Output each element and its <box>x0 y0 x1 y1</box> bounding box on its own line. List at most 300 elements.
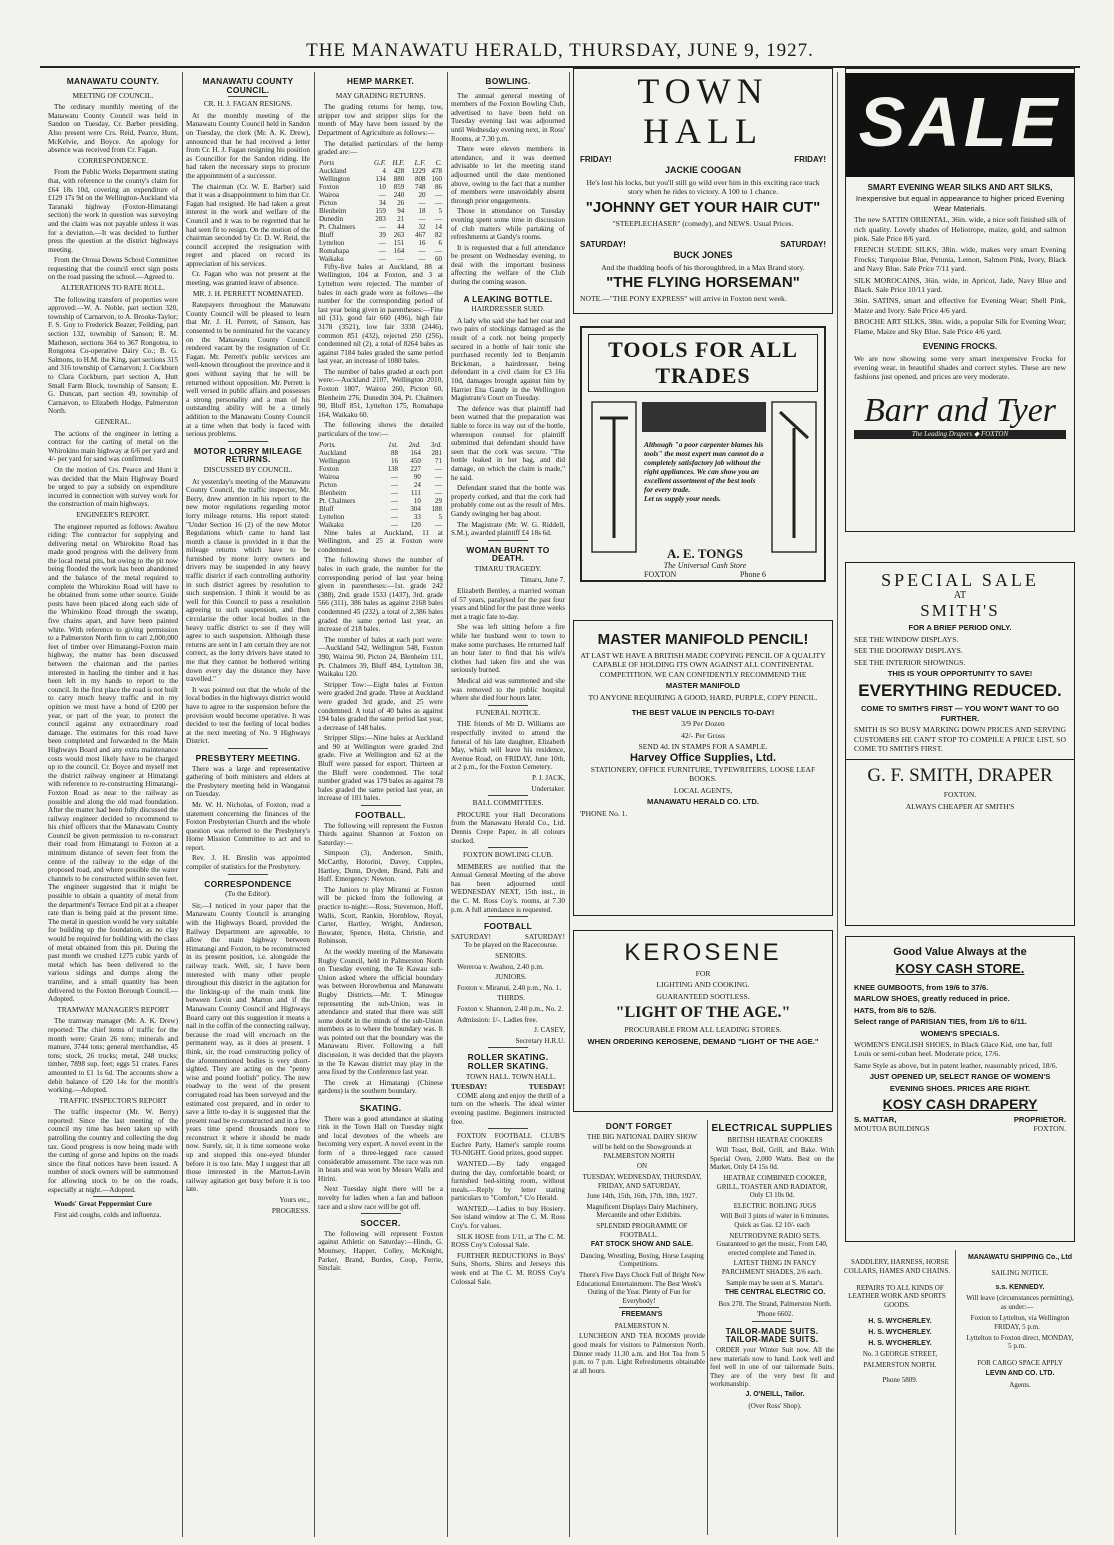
ad-line: SEE THE DOORWAY DISPLAYS. <box>854 646 963 656</box>
subheadline: CORRESPONDENCE. <box>77 155 149 165</box>
article-paragraph: Defendant stated that the bottle was properly corked, and that the cork had probably come out as the result of Mrs. Gandy swinging her bag about. <box>451 484 565 518</box>
ad-line: 'PHONE No. 1. <box>580 808 628 818</box>
table-cell: 283 <box>375 214 386 223</box>
column-rule <box>955 1250 956 1535</box>
proprietor-label: PROPRIETOR. <box>1013 1115 1066 1125</box>
table-cell: Bluff <box>319 230 334 239</box>
merchant-sub: The Universal Cash Store <box>663 561 747 570</box>
ad-line: COME TO SMITH'S FIRST — YOU WON'T WANT TO GO FURTHER. <box>860 704 1060 723</box>
tow-table <box>318 441 443 529</box>
table-cell: — <box>391 496 399 505</box>
ad-line: PROCURABLE FROM ALL LEADING STORES. <box>624 1025 782 1035</box>
table-cell: 14 <box>435 222 442 231</box>
article-paragraph: The number of bales at each port were:—Auckland 542, Wellington 548, Foxton 390, Wairoa 90, Picton 24, Blenheim 111, Pt. Chalmers 39, Bluff 484, Lyttelton 38, Waikaku 120. <box>318 635 443 679</box>
table-cell: — <box>435 198 442 207</box>
article-paragraph: Nine bales at Auckland, 11 at Wellington, and 25 at Foxton were condemned. <box>318 528 443 554</box>
table-cell: 859 <box>393 182 405 191</box>
article-paragraph: The grading returns for hemp, tow, stripper tow and stripper slips for the month of May have been issued by the Department of Agriculture as follows:— <box>318 103 443 137</box>
table-cell: 111 <box>410 488 421 497</box>
table-cell: — <box>435 464 442 473</box>
column-rule <box>707 1120 708 1535</box>
table-header-cell: L.F. <box>414 158 426 167</box>
table-cell: 227 <box>410 464 421 473</box>
article-paragraph: There was a large and representative gathering of both ministers and elders at the Presbytery meeting held in Wanganui on Tuesday. <box>186 764 310 799</box>
ad-line: THIS IS YOUR OPPORTUNITY TO SAVE! <box>887 669 1033 679</box>
table-cell: Blenheim <box>319 206 347 215</box>
day-label: SATURDAY! <box>780 240 826 250</box>
table-cell: 32 <box>418 222 426 231</box>
table-cell: Auckland <box>319 448 347 457</box>
day-label: TUESDAY! <box>528 1083 565 1092</box>
article-paragraph: It is requested that a full attendance be present on Wednesday evening, to deal with the important business affecting the welfare of the Club during the coming season. <box>451 243 565 287</box>
table-row <box>318 489 443 497</box>
ad-line: Dancing, Wrestling, Boxing, Horse Leaping Competitions. <box>580 1251 704 1269</box>
table-row <box>318 183 443 191</box>
merchant-name: H. S. WYCHERLEY. <box>868 1317 932 1325</box>
merchant-name: H. S. WYCHERLEY. <box>868 1339 932 1347</box>
headline: ROLLER SKATING. ROLLER SKATING. <box>467 1052 549 1071</box>
table-header-cell: H.F. <box>392 158 405 167</box>
table-cell: Lyttelton <box>319 238 345 247</box>
article-paragraph: Simpson (3), Anderson, Smith, McCarthy, Hotorini, Davey, Cupples, Hartley, Dunn, Dryden, Brand, Pahi and Huff. Emergency: Newton. <box>318 849 443 884</box>
table-cell: — <box>418 254 426 263</box>
table-cell: — <box>418 214 426 223</box>
table-header-cell: 1st. <box>388 440 399 449</box>
table-header-cell: Ports. <box>319 440 336 449</box>
table-row <box>318 255 443 263</box>
subheadline: HAIRDRESSER SUED. <box>471 304 545 314</box>
ad-line: LATEST THING IN FANCY PARCHMENT SHADES, 2/6 each. <box>721 1259 823 1276</box>
table-cell: 26 <box>397 198 405 207</box>
table-cell: 151 <box>393 238 405 247</box>
ad-title: SPECIAL SALE <box>881 570 1039 590</box>
table-cell: — <box>418 246 426 255</box>
ad-line: SADDLERY, HARNESS, HORSE COLLARS, HAMES AND CHAINS. <box>844 1258 950 1275</box>
table-cell: — <box>378 246 386 255</box>
ad-line: THE BEST VALUE IN PENCILS TO-DAY! <box>631 708 775 718</box>
notice-line: SENIORS. <box>495 952 527 961</box>
article-paragraph: Mr. W. H. Nicholas, of Foxton, read a statement concerning the finances of the Foxton Presbyterian Church and the whole question was referred to the Presbytery's Home Mission Committee to act and to report. <box>186 800 310 852</box>
subheadline: TIMARU TRAGEDY. <box>474 563 542 573</box>
table-cell: 94 <box>397 206 405 215</box>
headline: SKATING. <box>359 1103 402 1114</box>
ad-slogan: EVERYTHING REDUCED. <box>858 681 1062 701</box>
ad-heading: MANAWATU SHIPPING Co., Ltd <box>967 1254 1073 1261</box>
table-cell: 86 <box>435 182 442 191</box>
day-label: FRIDAY! <box>794 155 826 164</box>
ad-line: 36in. SATINS, smart and effective for Evening Wear; Shell Pink, Maize and Ivory. Sale Price 4/6 yard. <box>854 296 1066 315</box>
column-3 <box>318 72 443 1537</box>
tools-merchant <box>644 546 766 580</box>
signature: Yours etc., <box>279 1196 310 1205</box>
ad-title: SMITH'S <box>920 601 1000 621</box>
ad-line: WOMEN'S ENGLISH SHOES, in Black Glace Kid, one bar, full Louis or semi-cuban heel. Moderate price, 17/6. <box>854 1040 1053 1059</box>
star-name: BUCK JONES <box>673 250 733 261</box>
table-cell: — <box>378 254 386 263</box>
ad-heading: ELECTRICAL SUPPLIES <box>711 1123 833 1134</box>
ad-heading: DON'T FORGET <box>605 1121 673 1131</box>
ad-line: TO ANYONE REQUIRING A GOOD, HARD, PURPLE, COPY PENCIL. <box>588 692 818 702</box>
merchant-name: H. S. WYCHERLEY. <box>868 1328 932 1336</box>
notice-paragraph: FURTHER REDUCTIONS in Boys' Suits, Shorts, Shirts and Jerseys this week end at The C. M. ROSS Coy's Colossal Sale. <box>451 1251 565 1286</box>
ad-line: SEE THE WINDOW DISPLAYS. <box>854 634 959 644</box>
ad-line: FOR <box>695 969 711 978</box>
company-name: Harvey Office Supplies, Ltd. <box>629 751 777 764</box>
notice-line: JUNIORS. <box>495 973 527 982</box>
table-cell: 16 <box>418 238 426 247</box>
article-paragraph: Elizabeth Bentley, a married woman of 57 years, paralysed for the past four years and blind for the past three weeks met a tragic fate to-day. <box>451 587 565 621</box>
star-name: JACKIE COOGAN <box>664 165 741 176</box>
ad-line: No. 3 GEORGE STREET, <box>862 1350 938 1359</box>
ad-line: TUESDAY, WEDNESDAY, THURSDAY, FRIDAY, AND SATURDAY, <box>582 1172 702 1190</box>
ad-line: Woods' Great Peppermint Cure <box>54 1200 152 1209</box>
table-cell: 134 <box>375 174 386 183</box>
headline: MANAWATU COUNTY. <box>66 76 160 86</box>
ad-line: PALMERSTON N. <box>614 1321 670 1330</box>
subheadline: ALTERATIONS TO RATE ROLL. <box>60 283 166 293</box>
ad-line: Phone 5809. <box>882 1375 918 1384</box>
headline: WOMAN BURNT TO DEATH. <box>466 544 550 564</box>
table-cell: 4 <box>382 166 386 175</box>
table-cell: 880 <box>393 174 405 183</box>
notice-line: Foxton v. Shannon, 2.40 p.m., No. 2. <box>457 1005 564 1013</box>
table-cell: — <box>378 238 386 247</box>
sale-banner: SALE <box>846 73 1074 177</box>
table-cell: — <box>397 254 405 263</box>
table-cell: 16 <box>391 456 399 465</box>
table-cell: 60 <box>435 254 442 263</box>
subheadline: GENERAL. <box>94 416 132 426</box>
ad-line: There's Five Days Chock Full of Bright New Educational Entertainment. The Best Week's Outing of the Year. Plenty of Fun for Everybody! <box>576 1270 705 1305</box>
signature: Undertaker. <box>531 784 565 793</box>
table-cell: 467 <box>414 230 426 239</box>
ad-line: REPAIRS TO ALL KINDS OF LEATHER WORK AND SPORTS GOODS. <box>848 1283 946 1310</box>
headline: SOCCER. <box>360 1218 401 1229</box>
table-cell: 82 <box>435 230 442 239</box>
day-label: SATURDAY! <box>451 932 492 941</box>
merchant-name: A. E. TONGS <box>666 546 744 561</box>
table-cell: 263 <box>393 230 405 239</box>
table-cell: Wairoa <box>319 190 340 199</box>
table-cell: 20 <box>418 190 426 199</box>
ad-line: ON <box>636 1162 648 1171</box>
tools-illustration <box>588 398 818 582</box>
ad-line: ELECTRIC BOILING JUGS <box>733 1201 817 1210</box>
column-rule <box>569 72 570 1537</box>
ad-title: Good Value Always at the <box>893 946 1027 958</box>
ad-line: LOCAL AGENTS, <box>673 785 733 795</box>
article-paragraph: Rev. J. H. Breslin was appointed compiler of statistics for the Presbytery. <box>186 854 310 872</box>
article-paragraph: From the Oroua Downs School Committee requesting that the council erect sign posts on the road passing the school.—Agreed to. <box>48 256 178 282</box>
table-cell: Foxton <box>319 182 339 191</box>
ship-name: s.s. KENNEDY. <box>995 1283 1045 1291</box>
sale-ad <box>845 68 1075 532</box>
ad-line: SAILING NOTICE. <box>991 1268 1049 1277</box>
table-header-cell: G.F. <box>373 158 386 167</box>
table-cell: 304 <box>410 504 421 513</box>
table-cell: Waikaku <box>319 520 344 529</box>
ad-line: LIGHTING AND COOKING. <box>656 980 750 990</box>
ad-line: We are now showing some very smart inexpensive Frocks for evening wear, in beautiful shades and correct styles. These are new fashions just opened, and prices are very moderate. <box>854 353 1066 382</box>
table-cell: — <box>435 246 442 255</box>
ad-line: FREEMAN'S <box>621 1311 663 1319</box>
table-cell: Foxton <box>319 464 339 473</box>
table-row <box>318 521 443 529</box>
ad-line: Select range of PARISIAN TIES, from 1/6 to 6/11. <box>854 1017 1027 1027</box>
article-paragraph: The tramway manager (Mr. A. K. Drew) reported: The chief items of traffic for the month were: Grain 26 tons; minerals and manure, 3744 tons; general merchandise, 45 tons; stock, 26 trucks; metal, 248 trucks; timber, 7898 sup. feet; eggs 51 crates. Fares amounted to £1 1s 6d. The accounts show a debit balance of £20 14s for the month's working.—Adopted. <box>48 1017 178 1095</box>
barr-tyer-logo: Barr and Tyer <box>863 391 1057 429</box>
table-cell: Dunedin <box>319 214 344 223</box>
table-cell: Picton <box>319 198 337 207</box>
merchant-name: KOSY CASH DRAPERY <box>882 1096 1038 1113</box>
dairy-show-ad <box>573 1120 705 1535</box>
address: MOUTOA BUILDINGS <box>854 1124 930 1134</box>
ad-line: LUNCHEON AND TEA ROOMS provide good meals for visitors to Palmerston North. Dinner ready 11.30 a.m. and Hot Tea from 5 p.m. to 7 p.m. Light Refreshments obtainable at all hours. <box>573 1332 705 1375</box>
notice-line: To be played on the Racecourse. <box>464 941 558 950</box>
table-cell: 450 <box>410 456 421 465</box>
ad-line: Will leave (circumstances permitting), as under:— <box>966 1294 1074 1312</box>
dateline: Timaru, June 7. <box>520 576 565 585</box>
article-paragraph: She was left sitting before a fire while her husband went to town to make some purchases. He returned half an hour later to find that his wife's clothes had taken fire and she was seriously burned. <box>451 623 565 675</box>
notice-paragraph: FOXTON FOOTBALL CLUB'S Euchre Party, Hamer's sample rooms TO-NIGHT. Good prizes, good supper. <box>451 1132 565 1158</box>
table-cell: 44 <box>397 222 405 231</box>
article-paragraph: The following shows the number of bales in each grade, the number for the corresponding period of last year being given in parentheses:—1st. grade 242 (388), 2nd. grade 1533 (1437), 3rd. grade 566 (311), 386 bales as against 2168 bales condemned 45 (232), a total of 2,386 bales graded the same period last year, an increase of 218 bales. <box>318 556 443 634</box>
table-row <box>318 215 443 223</box>
ad-line: June 14th, 15th, 16th, 17th, 18th, 1927. <box>586 1192 698 1201</box>
ad-line: WHEN ORDERING KEROSENE, DEMAND "LIGHT OF THE AGE." <box>587 1036 819 1046</box>
article-paragraph: The number of bales graded at each port were:—Auckland 2107, Wellington 2010, Foxton 1807, Wairoa 260, Picton 60, Blenheim 276, Dunedin 304, Pt. Chalmers 90, Bluff 851, Lyttelton 175, Romahapa 164, Waikaku 60. <box>318 367 443 419</box>
article-paragraph: It was pointed out that the whole of the local bodies in the highways district would have to agree to the suspension before the provision would become operative. It was decided to test the feeling of local bodies at the next meeting of No. 9 Highways District. <box>186 685 310 746</box>
ad-line: FAT STOCK SHOW AND SALE. <box>590 1241 694 1249</box>
table-row <box>318 505 443 513</box>
ad-heading: EVENING FROCKS. <box>922 342 998 352</box>
ad-title: TOWN HALL <box>637 71 769 151</box>
ad-line: MARLOW SHOES, greatly reduced in price. <box>854 994 1010 1004</box>
table-cell: Bluff <box>319 504 334 513</box>
subheadline: MR. J. H. PERRETT NOMINATED. <box>192 288 304 298</box>
ad-line: BRITISH HEATRAE COOKERS <box>727 1135 823 1144</box>
subheadline: FUNERAL NOTICE. <box>475 707 541 717</box>
ad-line: SPLENDID PROGRAMME OF FOOTBALL. <box>596 1221 688 1239</box>
article-paragraph: The defence was that plaintiff had been warned that the preparation was liable to force its way out of the bottle, whereupon counsel for plaintiff submitted that defendant should have seen that the cork was secure. "The bottle leaked in her bag, and did damage, on which the claim is made," he said. <box>451 404 565 482</box>
article-paragraph: The Juniors to play Miranui at Foxton will be picked from the following at practice to-night:—Ross, Stevenson, Hoff, Walls, Scott, Rankin, Hornblow, Royal, Carter, Hartley, Wright, Anderson, Bowater, Spence, Heita, Christie, and Robinson. <box>318 885 443 946</box>
table-cell: — <box>391 504 399 513</box>
table-cell: — <box>378 222 386 231</box>
table-cell: 5 <box>438 206 442 215</box>
signature: P. J. JACK, <box>532 773 565 782</box>
subheadline: TRAFFIC INSPECTOR'S REPORT <box>59 1095 167 1105</box>
table-cell: 428 <box>393 166 405 175</box>
article-paragraph: The Magistrate (Mr. W. G. Riddell, S.M.), awarded plaintiff £4 18s 6d. <box>451 520 565 538</box>
table-cell: 29 <box>435 496 442 505</box>
ad-line: FRENCH SUEDE SILKS, 38in. wide, makes very smart Evening Frocks; Turquoise Blue, Petunia, Lemon, Salmon Pink, Ivory, Black and Navy Blue. Sale Price 7/11 yard. <box>854 245 1066 274</box>
ad-line: (Over Ross' Shop). <box>748 1401 802 1410</box>
article-paragraph: The following will represent the Foxton Thirds against Shannon at Foxton on Saturday:— <box>318 821 443 847</box>
table-cell: Picton <box>319 480 337 489</box>
price-line: 3/9 Per Dozen <box>681 719 725 729</box>
ad-line: SEND 4d. IN STAMPS FOR A SAMPLE. <box>638 742 768 752</box>
notice-paragraph: SILK HOSE from 1/11, at The C. M. ROSS Coy's Colossal Sale. <box>451 1232 565 1250</box>
ad-line: MANAWATU HERALD CO. LTD. <box>647 797 759 807</box>
table-cell: — <box>391 520 399 529</box>
ad-line: Inexpensive but equal in appearance to higher priced Evening Wear Materials. <box>855 194 1065 213</box>
table-row <box>318 247 443 255</box>
ad-line: And the thudding hoofs of his thoroughbred, in a Max Brand story. <box>601 262 805 272</box>
town-hall-ad <box>573 68 833 314</box>
table-row <box>318 473 443 481</box>
table-cell: — <box>391 512 399 521</box>
column-1 <box>48 72 178 1537</box>
table-cell: — <box>391 480 399 489</box>
table-row <box>318 167 443 175</box>
notice-line: THIRDS. <box>497 994 525 1003</box>
column-rule <box>837 72 838 1537</box>
table-cell: Pt. Chalmers <box>319 222 356 231</box>
day-label: SATURDAY! <box>524 932 565 941</box>
article-paragraph: The ordinary monthly meeting of the Manawatu County Council was held in Sandon on Tuesday, Cr. Barber presiding. Also present were Crs. Reid, Pearce, Hunt, McKelvie, and Boyce. An apology for absence was received from Cr. Fagan. <box>48 103 178 155</box>
kosy-cash-ad <box>845 936 1075 1242</box>
article-paragraph: The engineer reported as follows: Awahou riding: The contractor for supplying and delivering metal on Whirokino Road has made good progress with the delivery from the local metal pits, but owing to the pit now being flooded the work has been abandoned and the balance of the metal required to complete the Whirokino Road will have to be obtained from some other source. Guide posts have been placed along each side of the Whirokino Road through the swamp, five chains apart, and have been painted white. With reference to giving permission to a Palmerston North firm to cart 2,000,000 feet of timber over Himatangi-Foxton main highway, the matter has been discussed between the chairman and the parties interested in hauling the timber and it has been left in my hands to report to the council. In the first place the road is not built to carry much heavy traffic and in my opinion we must have a bond of £200 per year, or part of the year, to protect the council against any extraordinary road damage. The estimates for this road have been completed and forwarded to the Main Highways Board and any extra maintenance costs would most likely have to be charged up to the council. Cr. Boyce and myself met the district railway engineer at Himatangi with reference to re-constructing Himatangi-Foxton Road as near to the railway as possible and along the old road foundation. After the matter had been fully discussed the railway engineer decided to recommend to his chief officers that the Manawatu County Council be given permission to re-construct their road from Himatangi to Foxton at a minimum distance of seven feet from the centre of the railway to the edge of the proposed road, and where possible the water channels to be constructed within seven feet. The engineer suggested that it might be possible to obtain a quantity of metal from the department's Terrace End pit at a cheaper rate than is being paid at the present time. The metal in question would be very suitable for building up the foundation, as no clay would be required for building with the class of metal obtained from this pit. During the past month we crushed 1275 cubic yards of metal which has been delivered to the various sidings and dumps along the tramline, and a small quantity has been delivered to the Foxton Borough Council.—Adopted. <box>48 522 178 1004</box>
table-cell: 6 <box>438 238 442 247</box>
article-paragraph: A lady who said she had her coat and two pairs of stockings damaged as the result of a cork not being properly secured in a bottle of hair tonic she purchased recently led to Benjamin Brickman, a hairdresser, being defendant in a civil claim for £3 16s 10d, damages brought against him by Harriet Ena Gandy in the Wellington Magistrate's Court on Tuesday. <box>451 316 565 403</box>
table-row <box>318 231 443 239</box>
day-row <box>451 933 565 942</box>
table-cell: — <box>435 214 442 223</box>
article-paragraph: The annual general meeting of members of the Foxton Bowling Club, advertised to have been held on Tuesday evening last was adjourned until Wednesday evening next, in Ross' Rooms, at 7.30 p.m. <box>451 91 565 143</box>
ad-line: THE BIG NATIONAL DAIRY SHOW <box>587 1132 697 1141</box>
merchant-town: FOXTON. <box>943 790 977 800</box>
ad-line: MASTER MANIFOLD <box>665 681 741 691</box>
price-line: 42/- Per Gross <box>681 730 725 740</box>
table-cell: — <box>378 190 386 199</box>
ad-line: FOR CARGO SPACE APPLY <box>977 1359 1063 1368</box>
table-cell: 71 <box>435 456 442 465</box>
notice-line: Wereroa v. Awahou, 2.40 p.m. <box>457 962 544 971</box>
table-cell: 1229 <box>411 166 426 175</box>
headline: MANAWATU COUNTY COUNCIL. <box>202 76 294 95</box>
ad-title: AT <box>953 590 967 601</box>
table-header-cell: Ports <box>319 158 335 167</box>
headline: FOOTBALL. <box>355 810 406 821</box>
table-cell: — <box>391 488 399 497</box>
ad-line: HATS, from 8/6 to 52/6. <box>854 1005 937 1015</box>
article-paragraph: Sir,—I noticed in your paper that the Manawatu County Council is arranging with the Highways Board, provided the Railway Department are agreeable, to allow the main highway between Himatangi and Foxton, to be reconstructed in its present position, i.e. alongside the railway track. Well, sir, I have been interested with many other people throughout this district in the agitation for the linking-up of the main trunk line between Levin and Marton and if the Manawatu County Council and Highways Board carry out this suggestion it means a nail in the coffin of the connecting railway, because the road will encroach on the permanent way, as it does at present. I think, sir, the road constructing policy of the aforementioned bodies is very short-sighted. They are acting on the "penny wise and pound foolish" policy. The new roadway to the west of the present corrugated road has been surveyed and the estimated cost prepared, and in order to save a little to-day it is suggested that the present road be re-constructed and in a few years time spend thousands more to reconstruct it where it should be made now. Surely, sir, it is time someone woke up and stopped this one-eyed blunder before it is too late. May I suggest that all those interested in the Marton-Levin railway agitation get busy before it is too late. <box>186 901 310 1194</box>
ad-line: BROCHE ART SILKS, 38in. wide, a popular Silk for Evening Wear; Flame, Maize and Sky Blue. Sale Price 4/6 yard. <box>854 317 1066 336</box>
ad-line: NEUTRODYNE RADIO SETS. Guaranteed to get the music, From £40, erected complete and Tuned in. <box>716 1231 828 1257</box>
notice-line: Admission: 1/-. Ladies free. <box>457 1015 538 1024</box>
subheadline: CR. H. J. FAGAN RESIGNS. <box>203 99 293 109</box>
table-header-cell: 2nd. <box>408 440 421 449</box>
headline: MOTOR LORRY MILEAGE RETURNS. <box>193 445 303 465</box>
table-row <box>318 191 443 199</box>
ad-line: Agents. <box>1009 1380 1031 1389</box>
table-row <box>318 481 443 489</box>
notice-paragraph: THE friends of Mr D. Williams are respectfully invited to attend the funeral of his late daughter, Elizabeth May, which will leave his residence, Avenue Road, on FRIDAY, June 10th, at 2 p.m., for the Foxton Cemetery. <box>451 720 565 772</box>
notice-paragraph: WANTED.—By lady engaged during the day, comfortable board; or furnished bed-sitting room, without meals.—Reply by letter stating particulars to "Comfort," C/o Herald. <box>451 1159 565 1203</box>
ad-title: KOSY CASH STORE. <box>895 961 1025 976</box>
article-paragraph: Ratepayers throughout the Manawatu County Council will be pleased to learn that Mr. J. H. Perrett, of Sanson, has consented to be nominated for the vacancy on the Manawatu County Council rendered vacant by the resignation of Cr. Fagan. Mr. Perrett's public services are well-known throughout the province and it goes without saying that he will be returned without opposition. Mr. Perrett is well versed in public affairs and possesses a strong personality and a man of his outstanding ability will be a timely addition to the Manawatu County Council at a time when that body is faced with serious problems. <box>186 301 310 439</box>
electrical-ad <box>710 1120 834 1535</box>
ad-line: SILK MOROCAINS, 36in. wide, in Apricot, Jade, Navy Blue and Black. Sale Price 10/11 yard. <box>854 275 1066 295</box>
table-cell: 39 <box>378 230 386 239</box>
column-rule <box>447 72 448 1537</box>
day-row <box>580 155 826 164</box>
table-cell: Wellington <box>319 456 350 465</box>
table-header-cell: C. <box>435 158 442 167</box>
notice-paragraph: COME along and enjoy the thrill of a turn on the wheels. The ideal winter evening pastime. Beginners instructed free. <box>451 1091 565 1126</box>
address-town: FOXTON. <box>1033 1124 1066 1134</box>
article-paragraph: Fifty-five bales at Auckland, 88 at Wellington, 104 at Foxton, and 3 at Lyttelton were rejected. The number of bales in each grade were as follows—the number for the corresponding period of last year being given in parentheses:—Fine nil (31), good fair 660 (496), high fair 3178 (3521), low fair 3338 (2446), common 851 (432), rejected 250 (256), condemned nil (2), a total of 8264 bales as against 7184 bales graded the same period last year, an increase of 1080 bales. <box>318 262 443 366</box>
film-title: "THE FLYING HORSEMAN" <box>606 274 800 292</box>
subheadline: MEETING OF COUNCIL. <box>72 90 154 100</box>
table-cell: 10 <box>378 182 386 191</box>
table-cell: 34 <box>378 198 386 207</box>
ad-heading: TAILOR-MADE SUITS. TAILOR-MADE SUITS. <box>725 1325 819 1345</box>
notice-line: TOWN HALL. TOWN HALL. <box>465 1072 557 1081</box>
article-paragraph: The detailed particulars of the hemp graded are:— <box>318 139 443 157</box>
table-cell: 160 <box>431 174 442 183</box>
subheadline: MAY GRADING RETURNS. <box>335 90 426 100</box>
ad-line: will be held on the Showgrounds at PALMERSTON NORTH <box>592 1143 692 1160</box>
table-cell: 748 <box>414 182 426 191</box>
subheadline: TRAMWAY MANAGER'S REPORT <box>57 1004 169 1014</box>
article-paragraph: There was a good attendance at skating rink in the Town Hall on Tuesday night and local devotees of the wheels are becoming very expert. A novel event in the form of a three-legged race caused considerable amusement. The race was run in heats and was won by Messrs Walls and Hirini. <box>318 1114 443 1183</box>
ad-line: Lyttelton to Foxton direct, MONDAY, 5 p.m. <box>966 1333 1074 1351</box>
table-cell: 10 <box>413 496 421 505</box>
ad-line: STATIONERY, OFFICE FURNITURE, TYPEWRITERS, LOOSE LEAF BOOKS. <box>590 765 816 784</box>
table-cell: 188 <box>431 504 442 513</box>
article-paragraph: The creek at Himatangi (Chinese gardens) is the southern boundary. <box>318 1078 443 1096</box>
headline: BOWLING. <box>485 76 531 86</box>
merchant-name: G. F. SMITH, DRAPER <box>867 765 1053 787</box>
table-cell: 281 <box>431 448 442 457</box>
table-cell: Waikaku <box>319 254 344 263</box>
article-paragraph: The chairman (Cr. W. E. Barber) said that it was a disappointment to him that Cr. Fagan had resigned. He had taken a great interest in the work and welfare of the Council and it was to be regretted that he had seen fit to resign. On the motion of the chairman seconded by Cr. D. W. Reid, the council accepted the resignation with regret and placed on record its appreciation of his services. <box>186 182 310 268</box>
table-cell: 159 <box>375 206 386 215</box>
article-paragraph: There were eleven members in attendance, and it was deemed advisable to let the meeting stand adjourned until the date mentioned above, owing to the fact that a number of members were unavoidably absent through prior engagements. <box>451 145 565 205</box>
article-paragraph: The traffic inspector (Mr. W. Berry) reported: Since the last meeting of the council my time has been taken up with patrolling the country and collecting the dog tax. Good progress is now being made with the cutting of gorse and lupins on the roads since the final notices have been issued. A number of stock owners will be summonsed for allowing stock to be on the roads, especially at night.—Adopted. <box>48 1108 178 1194</box>
ad-line: Box 278. The Strand, Palmerston North. <box>718 1299 832 1308</box>
ad-line: JUST OPENED UP, SELECT RANGE OF WOMEN'S <box>869 1072 1051 1082</box>
table-cell: 24 <box>413 480 421 489</box>
article-paragraph: The actions of the engineer in letting a contract for the carting of metal on the Whirokino main highway at 6/6 per yard and 4/- per yard for sand was confirmed. <box>48 429 178 464</box>
table-cell: Wellington <box>319 174 350 183</box>
table-cell: 164 <box>393 246 405 255</box>
table-row <box>318 449 443 457</box>
table-cell: — <box>435 190 442 199</box>
headline: HEMP MARKET. <box>346 76 415 86</box>
article-paragraph: Cr. Fagan who was not present at the meeting, was granted leave of absence. <box>186 270 310 288</box>
table-row <box>318 207 443 215</box>
agent-name: LEVIN AND CO. LTD. <box>985 1369 1055 1377</box>
table-row <box>318 465 443 473</box>
article-paragraph: On the motion of Crs. Pearce and Hunt it was decided that the Main Highway Board be urged to pay a subsidy on expenditure incurred in connection with survey work for the construction of main highways. <box>48 465 178 509</box>
ad-line: AT LAST WE HAVE A BRITISH MADE COPYING PENCIL OF A QUALITY CAPABLE OF HOLDING ITS OWN AGAINST ALL CONTINENTAL COMPETITION. WE CAN CONFIDENTLY RECOMMEND THE <box>580 651 826 679</box>
day-label: TUESDAY! <box>451 1083 488 1092</box>
table-row <box>318 199 443 207</box>
table-row <box>318 457 443 465</box>
ad-line: Sample may be seen at S. Mattar's. <box>726 1278 824 1287</box>
film-title: "JOHNNY GET YOUR HAIR CUT" <box>585 198 821 216</box>
table-cell: — <box>435 480 442 489</box>
table-cell: 33 <box>413 512 421 521</box>
signature: Secretary H.R.U. <box>515 1036 565 1045</box>
table-header-cell: 3rd. <box>430 440 442 449</box>
ad-title: KEROSENE <box>624 939 782 966</box>
table-cell: 18 <box>418 206 426 215</box>
ad-line: Will Boil 3 pints of water in 6 minutes. Quick as Gas. £2 10/- each <box>720 1212 830 1229</box>
table-cell: 138 <box>387 464 399 473</box>
